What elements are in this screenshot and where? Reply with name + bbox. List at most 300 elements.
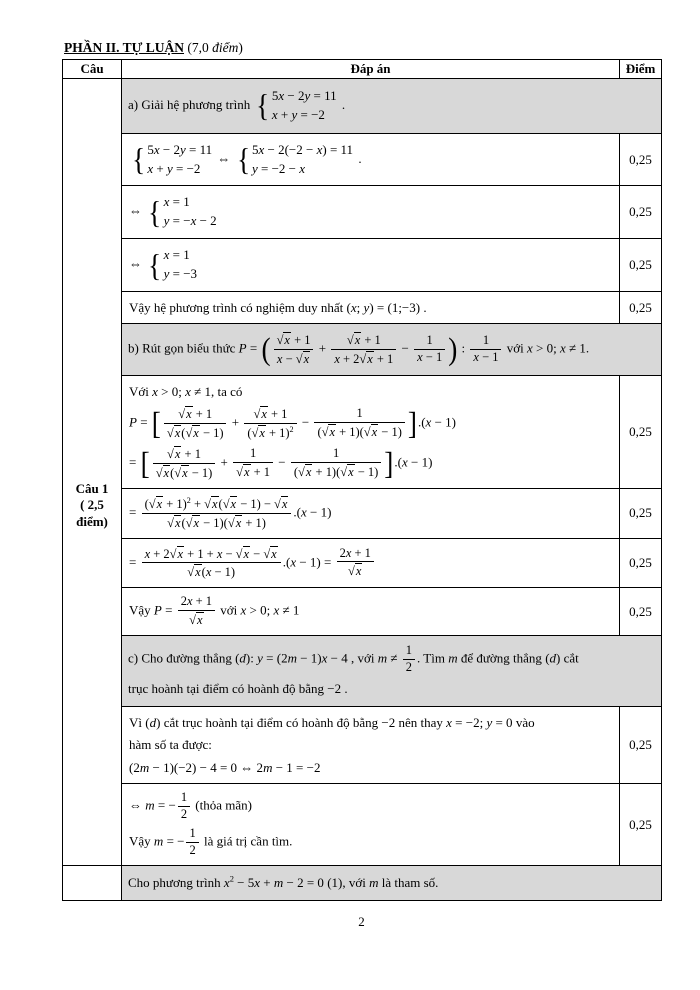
math-run: 2 bbox=[189, 843, 196, 858]
math-run: 1 bbox=[332, 445, 340, 460]
content-line bbox=[129, 192, 612, 232]
math-run: x bbox=[305, 464, 312, 479]
radicand bbox=[156, 496, 164, 512]
big-bracket: ( bbox=[261, 332, 271, 367]
math-run: x bbox=[235, 515, 242, 530]
math-sqrt bbox=[348, 564, 362, 578]
math-run: + 1) bbox=[163, 496, 187, 511]
text-run: hàm số ta được: bbox=[129, 737, 212, 753]
radicand bbox=[192, 425, 200, 441]
math-run: x + y = −2 bbox=[147, 160, 201, 176]
math-sqrt bbox=[359, 352, 373, 366]
content-line bbox=[129, 298, 612, 318]
math-run: + 1 bbox=[290, 333, 311, 348]
math-run: x > 0; x ≠ 1 bbox=[526, 340, 586, 356]
text-run: cắt bbox=[560, 650, 579, 666]
answer-cell bbox=[122, 488, 620, 538]
text-run: (thỏa mãn) bbox=[192, 797, 252, 813]
math-fraction bbox=[331, 332, 396, 367]
equation-system bbox=[255, 87, 336, 125]
math-sqrt bbox=[167, 516, 181, 530]
fraction-denominator bbox=[244, 424, 296, 441]
math-run: x = 1 bbox=[163, 194, 190, 210]
math-run: = bbox=[129, 454, 140, 470]
content-line bbox=[129, 140, 612, 180]
content-line bbox=[129, 545, 612, 582]
column-header-diem: Điểm bbox=[620, 60, 662, 79]
math-fraction bbox=[403, 644, 415, 675]
text-run: . bbox=[420, 299, 427, 315]
math-run: x bbox=[259, 425, 265, 440]
answer-row bbox=[63, 133, 662, 186]
radical-sign: √ bbox=[236, 464, 243, 479]
cau2-empty-cell bbox=[63, 866, 122, 901]
math-run: − bbox=[275, 454, 289, 470]
fraction-numerator bbox=[403, 644, 415, 660]
content-line bbox=[129, 594, 612, 629]
math-run: x bbox=[281, 496, 288, 511]
radicand bbox=[328, 424, 336, 440]
fraction-denominator bbox=[153, 464, 216, 481]
text-run: với bbox=[503, 340, 527, 356]
score-cell: 0,25 bbox=[620, 186, 662, 239]
math-run: − 1) − bbox=[237, 496, 274, 511]
system-line bbox=[147, 160, 212, 179]
system-line bbox=[252, 141, 353, 160]
fraction-numerator bbox=[178, 791, 190, 807]
system-lines bbox=[147, 141, 212, 179]
cau1-cell bbox=[63, 79, 122, 866]
math-sqrt bbox=[178, 407, 192, 421]
text-run: cắt trục hoành tại điểm có hoành độ bằng bbox=[160, 714, 382, 730]
math-sqrt bbox=[167, 426, 181, 440]
radical-sign: √ bbox=[274, 496, 281, 511]
big-bracket: ] bbox=[407, 405, 417, 441]
system-line bbox=[164, 212, 217, 231]
radicand bbox=[196, 612, 204, 628]
system-lines bbox=[272, 87, 337, 125]
text-run: b) Rút gọn biểu thức bbox=[128, 340, 239, 356]
math-run: P = bbox=[129, 414, 151, 430]
answer-row bbox=[63, 784, 662, 866]
math-run: x bbox=[261, 406, 267, 421]
big-bracket: ] bbox=[384, 445, 394, 481]
section-title-main: PHẦN II. TỰ LUẬN bbox=[64, 40, 185, 55]
math-fraction bbox=[291, 447, 381, 480]
math-run: m bbox=[369, 875, 379, 891]
fraction-denominator bbox=[142, 514, 292, 531]
fraction-numerator bbox=[164, 406, 227, 424]
system-line bbox=[164, 265, 197, 284]
math-run: ⇔ bbox=[129, 203, 146, 219]
content-line bbox=[129, 405, 612, 442]
math-run: x bbox=[193, 425, 199, 440]
radicand bbox=[211, 496, 219, 512]
math-run: x bbox=[174, 425, 181, 440]
radical-sign: √ bbox=[340, 464, 348, 479]
cau1-line: điểm) bbox=[76, 513, 108, 529]
radicand bbox=[163, 465, 171, 481]
question-row bbox=[63, 79, 662, 134]
math-run: (d): y = (2m − 1)x − 4 bbox=[235, 650, 348, 666]
fraction-denominator bbox=[178, 611, 215, 628]
math-run: x bbox=[329, 424, 335, 439]
math-run: x bbox=[174, 446, 181, 461]
math-run: P = bbox=[153, 602, 176, 618]
radical-sign: √ bbox=[167, 515, 174, 530]
math-run: 1 bbox=[189, 826, 196, 841]
math-run: x bbox=[243, 464, 250, 479]
math-run: 2 bbox=[405, 660, 413, 675]
math-run: x bbox=[186, 406, 192, 421]
math-run: − bbox=[398, 340, 413, 356]
math-run: : bbox=[458, 340, 469, 356]
math-fraction bbox=[142, 546, 281, 581]
content-line bbox=[128, 643, 655, 676]
math-sqrt bbox=[185, 426, 199, 440]
math-run: 5x − 2y = 11 bbox=[147, 141, 213, 157]
cau1-line: ( 2,5 bbox=[80, 497, 104, 513]
fraction-denominator bbox=[178, 807, 190, 822]
answer-table-body bbox=[63, 79, 662, 901]
math-run: ( bbox=[293, 464, 299, 479]
math-run: ( bbox=[218, 496, 223, 511]
equation-system bbox=[147, 246, 197, 284]
radical-sign: √ bbox=[346, 333, 354, 348]
math-fraction bbox=[470, 334, 501, 365]
radical-sign: √ bbox=[185, 515, 193, 530]
text-run: là giá trị cần tìm. bbox=[200, 833, 293, 849]
content-line bbox=[129, 445, 612, 482]
answer-row bbox=[63, 376, 662, 488]
fraction-denominator bbox=[142, 563, 281, 580]
math-run: − bbox=[298, 414, 313, 430]
math-run: (2m − 1)(−2) − 4 = 0 ⇔ 2m − 1 = −2 bbox=[129, 759, 321, 775]
text-run: Với bbox=[129, 384, 153, 400]
fraction-denominator bbox=[403, 660, 415, 675]
column-header-cau: Câu bbox=[63, 60, 122, 79]
answer-cell bbox=[122, 376, 620, 488]
math-run: x + 2 bbox=[144, 546, 170, 561]
math-run: m bbox=[448, 650, 458, 666]
radicand bbox=[281, 496, 289, 512]
math-sqrt bbox=[228, 516, 242, 530]
math-sqrt bbox=[174, 466, 188, 480]
math-run: −2 bbox=[327, 681, 342, 697]
math-run: ( bbox=[170, 465, 175, 480]
text-run: c) Cho đường thẳng bbox=[128, 650, 236, 666]
fraction-numerator bbox=[331, 332, 396, 350]
text-run: vào bbox=[512, 714, 535, 730]
system-line bbox=[164, 193, 217, 212]
question-cell bbox=[122, 866, 662, 901]
math-run: + 1) bbox=[265, 425, 290, 440]
math-run: x = −2; y = 0 bbox=[446, 714, 513, 730]
radicand bbox=[177, 546, 185, 562]
answer-row bbox=[63, 488, 662, 538]
math-run: (x; y) = (1;−3) bbox=[346, 299, 421, 315]
math-run: − 1) bbox=[188, 465, 213, 480]
text-run: . bbox=[338, 96, 346, 112]
math-run: y = −x − 2 bbox=[163, 213, 217, 229]
score-cell: 0,25 bbox=[620, 784, 662, 866]
big-bracket: [ bbox=[151, 405, 161, 441]
math-run: x bbox=[223, 875, 230, 891]
math-run: y = −2 − x bbox=[251, 160, 306, 176]
math-sqrt bbox=[277, 333, 291, 347]
math-run: x bbox=[182, 465, 188, 480]
math-run: + 1) bbox=[242, 515, 266, 530]
question-cell bbox=[122, 636, 662, 706]
content-line bbox=[129, 790, 612, 823]
math-run: 5x − 2y = 11 bbox=[271, 88, 337, 103]
section-title-points-close: ) bbox=[238, 40, 243, 55]
math-run: + 1 bbox=[361, 333, 381, 348]
math-sqrt bbox=[170, 547, 184, 561]
system-brace: { bbox=[236, 141, 250, 178]
score-cell: 0,25 bbox=[620, 133, 662, 186]
fraction-denominator bbox=[331, 350, 396, 367]
equation-system bbox=[147, 193, 216, 231]
radical-sign: √ bbox=[189, 613, 197, 628]
radicand bbox=[303, 351, 311, 367]
math-run: + bbox=[190, 496, 205, 511]
question-row bbox=[63, 324, 662, 376]
radical-sign: √ bbox=[276, 333, 284, 348]
math-run: 2x + 1 bbox=[180, 594, 213, 609]
math-sqrt bbox=[186, 516, 200, 530]
text-run: Vậy hệ phương trình có nghiệm duy nhất bbox=[129, 299, 347, 315]
section-title bbox=[64, 40, 661, 56]
math-sqrt bbox=[274, 497, 288, 511]
math-run: x bbox=[243, 546, 250, 561]
fraction-denominator bbox=[337, 562, 374, 579]
math-run: x bbox=[177, 546, 184, 561]
text-run: , ta có bbox=[211, 384, 243, 400]
fraction-numerator bbox=[178, 595, 215, 611]
system-brace: { bbox=[256, 87, 270, 124]
fraction-denominator bbox=[314, 423, 404, 440]
math-run: x bbox=[271, 546, 277, 561]
answer-cell bbox=[122, 538, 620, 588]
answer-row bbox=[63, 706, 662, 784]
fraction-numerator bbox=[244, 406, 296, 424]
math-run: + bbox=[315, 340, 330, 356]
math-run: 1 bbox=[180, 790, 188, 805]
math-run: ⇔ m = − bbox=[129, 797, 176, 813]
score-cell: 0,25 bbox=[620, 538, 662, 588]
radical-sign: √ bbox=[359, 352, 367, 367]
answer-row bbox=[63, 588, 662, 636]
radicand bbox=[181, 465, 189, 481]
content-line bbox=[128, 873, 655, 893]
math-run: 1 bbox=[405, 643, 413, 658]
math-fraction bbox=[233, 447, 273, 480]
radicand bbox=[270, 546, 278, 562]
math-run: x bbox=[197, 613, 203, 628]
radical-sign: √ bbox=[251, 425, 259, 440]
text-run: là tham số. bbox=[378, 875, 439, 891]
math-superscript: 2 bbox=[229, 873, 234, 884]
math-run: ( bbox=[144, 496, 149, 511]
math-run: + 1 bbox=[250, 464, 271, 479]
math-run: x + 2 bbox=[334, 352, 360, 367]
big-bracket: ) bbox=[448, 332, 458, 367]
radicand bbox=[192, 515, 200, 531]
radical-sign: √ bbox=[148, 496, 156, 511]
text-run: . bbox=[355, 150, 362, 166]
section-title-points-open: (7,0 bbox=[184, 40, 213, 55]
radical-sign: √ bbox=[253, 406, 261, 421]
math-run: x bbox=[174, 515, 181, 530]
math-sqrt bbox=[236, 465, 250, 479]
math-run: 1 bbox=[356, 405, 363, 420]
fraction-denominator bbox=[470, 350, 501, 365]
math-sqrt bbox=[251, 426, 265, 440]
content-line bbox=[129, 758, 612, 778]
math-run: x bbox=[195, 565, 201, 580]
system-line bbox=[252, 160, 353, 179]
math-run: P = bbox=[238, 340, 261, 356]
content-line bbox=[129, 495, 612, 532]
content-line bbox=[128, 86, 655, 126]
math-run: 2 bbox=[180, 807, 188, 822]
math-run: 2x + 1 bbox=[339, 545, 371, 560]
fraction-denominator bbox=[233, 463, 273, 480]
math-run: − 1) bbox=[199, 425, 224, 440]
fraction-numerator bbox=[142, 496, 292, 514]
math-fraction bbox=[314, 407, 404, 440]
math-run: + 1 + x − bbox=[184, 546, 236, 561]
system-line bbox=[272, 87, 337, 106]
radical-sign: √ bbox=[295, 352, 303, 367]
radicand bbox=[243, 546, 251, 562]
math-run: ⇔ bbox=[214, 150, 234, 166]
math-run: ⇔ bbox=[129, 255, 146, 271]
radicand bbox=[243, 464, 251, 480]
system-line bbox=[272, 106, 337, 125]
fraction-numerator bbox=[142, 546, 281, 564]
math-run: + 1 bbox=[373, 352, 394, 367]
equation-system bbox=[236, 141, 353, 179]
radical-sign: √ bbox=[204, 496, 211, 511]
score-cell: 0,25 bbox=[620, 588, 662, 636]
math-run: + bbox=[217, 454, 232, 470]
question-row bbox=[63, 636, 662, 706]
math-sqrt bbox=[254, 407, 268, 421]
math-run: 5x − 2(−2 − x) = 11 bbox=[251, 141, 354, 157]
content-line bbox=[129, 735, 612, 755]
radicand bbox=[366, 351, 374, 367]
math-run: (d) bbox=[145, 714, 161, 730]
math-run: x bbox=[230, 496, 237, 511]
radical-sign: √ bbox=[187, 565, 195, 580]
content-line bbox=[129, 245, 612, 285]
math-fraction bbox=[153, 446, 216, 481]
content-line bbox=[128, 331, 655, 368]
math-sqrt bbox=[322, 425, 336, 439]
math-run: x bbox=[163, 465, 170, 480]
radical-sign: √ bbox=[321, 424, 329, 439]
math-fraction bbox=[186, 827, 198, 858]
math-sqrt bbox=[156, 466, 170, 480]
math-fraction bbox=[178, 791, 190, 822]
radicand bbox=[283, 332, 291, 348]
answer-cell bbox=[122, 133, 620, 186]
system-lines bbox=[164, 193, 217, 231]
math-sqrt bbox=[204, 497, 218, 511]
radical-sign: √ bbox=[166, 425, 174, 440]
math-run: = bbox=[129, 553, 140, 569]
math-run: x bbox=[284, 333, 290, 348]
text-run: , với bbox=[347, 650, 378, 666]
text-run: . Tìm bbox=[417, 650, 449, 666]
score-cell: 0,25 bbox=[620, 706, 662, 784]
content-line bbox=[129, 826, 612, 859]
system-lines bbox=[164, 246, 197, 284]
fraction-numerator bbox=[233, 447, 273, 463]
math-run: + 1 bbox=[267, 406, 288, 421]
math-run: + 1)( bbox=[312, 464, 341, 479]
content-line bbox=[128, 679, 655, 699]
text-run: Vậy bbox=[129, 833, 154, 849]
math-superscript: 2 bbox=[186, 495, 191, 505]
math-fraction bbox=[244, 406, 296, 441]
content-line bbox=[129, 382, 612, 402]
math-run: + 1 bbox=[192, 406, 213, 421]
fraction-denominator bbox=[274, 350, 314, 367]
radical-sign: √ bbox=[227, 515, 235, 530]
math-run: x − 1 bbox=[473, 350, 499, 365]
cau1-line: Câu 1 bbox=[75, 481, 109, 497]
answer-cell bbox=[122, 588, 620, 636]
math-run: y = −3 bbox=[163, 265, 198, 281]
math-fraction bbox=[142, 496, 292, 531]
answer-row bbox=[63, 291, 662, 324]
radical-sign: √ bbox=[263, 546, 271, 561]
system-line bbox=[164, 246, 197, 265]
math-superscript: 2 bbox=[289, 424, 294, 434]
answer-row bbox=[63, 538, 662, 588]
radicand bbox=[355, 563, 363, 579]
math-run: x bbox=[303, 352, 310, 367]
text-run: Vì bbox=[129, 714, 146, 730]
equation-system bbox=[131, 141, 212, 179]
radical-sign: √ bbox=[167, 446, 174, 461]
fraction-numerator bbox=[337, 547, 374, 563]
score-cell: 0,25 bbox=[620, 488, 662, 538]
math-sqrt bbox=[347, 333, 361, 347]
text-run: a) Giải hệ phương trình bbox=[128, 96, 254, 112]
radicand bbox=[185, 406, 193, 422]
math-run: .(x − 1) = bbox=[282, 553, 335, 569]
score-cell: 0,25 bbox=[620, 291, 662, 324]
math-sqrt bbox=[236, 547, 250, 561]
math-fraction bbox=[337, 547, 374, 580]
math-fraction bbox=[414, 334, 445, 365]
math-run: .(x − 1) bbox=[394, 454, 433, 470]
math-sqrt bbox=[296, 352, 310, 366]
math-run: + 1)( bbox=[335, 424, 364, 439]
math-run: x bbox=[211, 496, 218, 511]
radicand bbox=[194, 564, 202, 580]
math-run: x − 1 bbox=[417, 350, 443, 365]
radical-sign: √ bbox=[185, 425, 193, 440]
radicand bbox=[347, 464, 355, 480]
math-run: x bbox=[156, 496, 163, 511]
text-run: . bbox=[341, 681, 348, 697]
math-sqrt bbox=[149, 497, 163, 511]
